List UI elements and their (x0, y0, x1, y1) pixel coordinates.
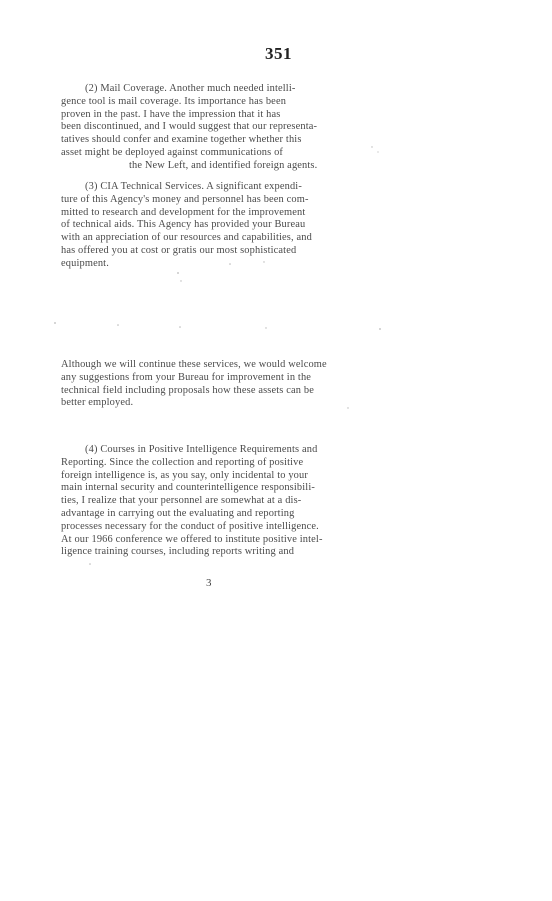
text-line: (4) Courses in Positive Intelligence Requirements and (85, 444, 318, 455)
footer-page-number: 3 (206, 577, 212, 589)
paragraph-technical-services (61, 181, 391, 271)
text-line: Although we will continue these services, we would welcome (61, 359, 327, 370)
text-line: been discontinued, and I would suggest that our representa- (61, 121, 318, 133)
text-line: better employed. (61, 397, 134, 409)
text-line: (2) Mail Coverage. Another much needed intelli- (85, 83, 296, 94)
text-line: mitted to research and development for the improvement (61, 206, 306, 218)
text-line: (3) CIA Technical Services. A significant expendi- (85, 181, 302, 192)
text-line: of technical aids. This Agency has provided your Bureau (61, 219, 306, 231)
paragraph-mail-coverage (61, 83, 391, 173)
text-line: advantage in carrying out the evaluating and reporting (61, 507, 295, 519)
text-line: asset might be deployed against communications of (61, 146, 284, 158)
text-line: gence tool is mail coverage. Its importance has been (61, 95, 287, 107)
page-number: 351 (265, 44, 292, 63)
text-line: processes necessary for the conduct of positive intelligence. (61, 520, 319, 532)
text-line: ties, I realize that your personnel are somewhat at a dis- (61, 495, 302, 507)
text-line: has offered you at cost or gratis our most sophisticated (61, 244, 297, 256)
text-line: proven in the past. I have the impression that it has (61, 108, 281, 120)
text-line: any suggestions from your Bureau for improvement in the (61, 371, 312, 383)
paragraph-continuation (61, 359, 391, 410)
text-line: ligence training courses, including reports writing and (61, 546, 295, 558)
text-line: main internal security and counterintelligence responsibili- (61, 482, 315, 494)
text-line: with an appreciation of our resources and capabilities, and (61, 232, 312, 244)
text-line: equipment. (61, 257, 109, 269)
paragraph-positive-intelligence (61, 444, 391, 559)
text-line: the New Left, and identified foreign agents. (129, 159, 318, 171)
text-line: At our 1966 conference we offered to institute positive intel- (61, 533, 323, 545)
text-line: tatives should confer and examine together whether this (61, 134, 302, 146)
text-line: ture of this Agency's money and personnel has been com- (61, 193, 309, 205)
text-line: technical field including proposals how these assets can be (61, 384, 314, 396)
text-line: foreign intelligence is, as you say, only incidental to your (61, 469, 308, 481)
text-line: Reporting. Since the collection and reporting of positive (61, 456, 304, 468)
